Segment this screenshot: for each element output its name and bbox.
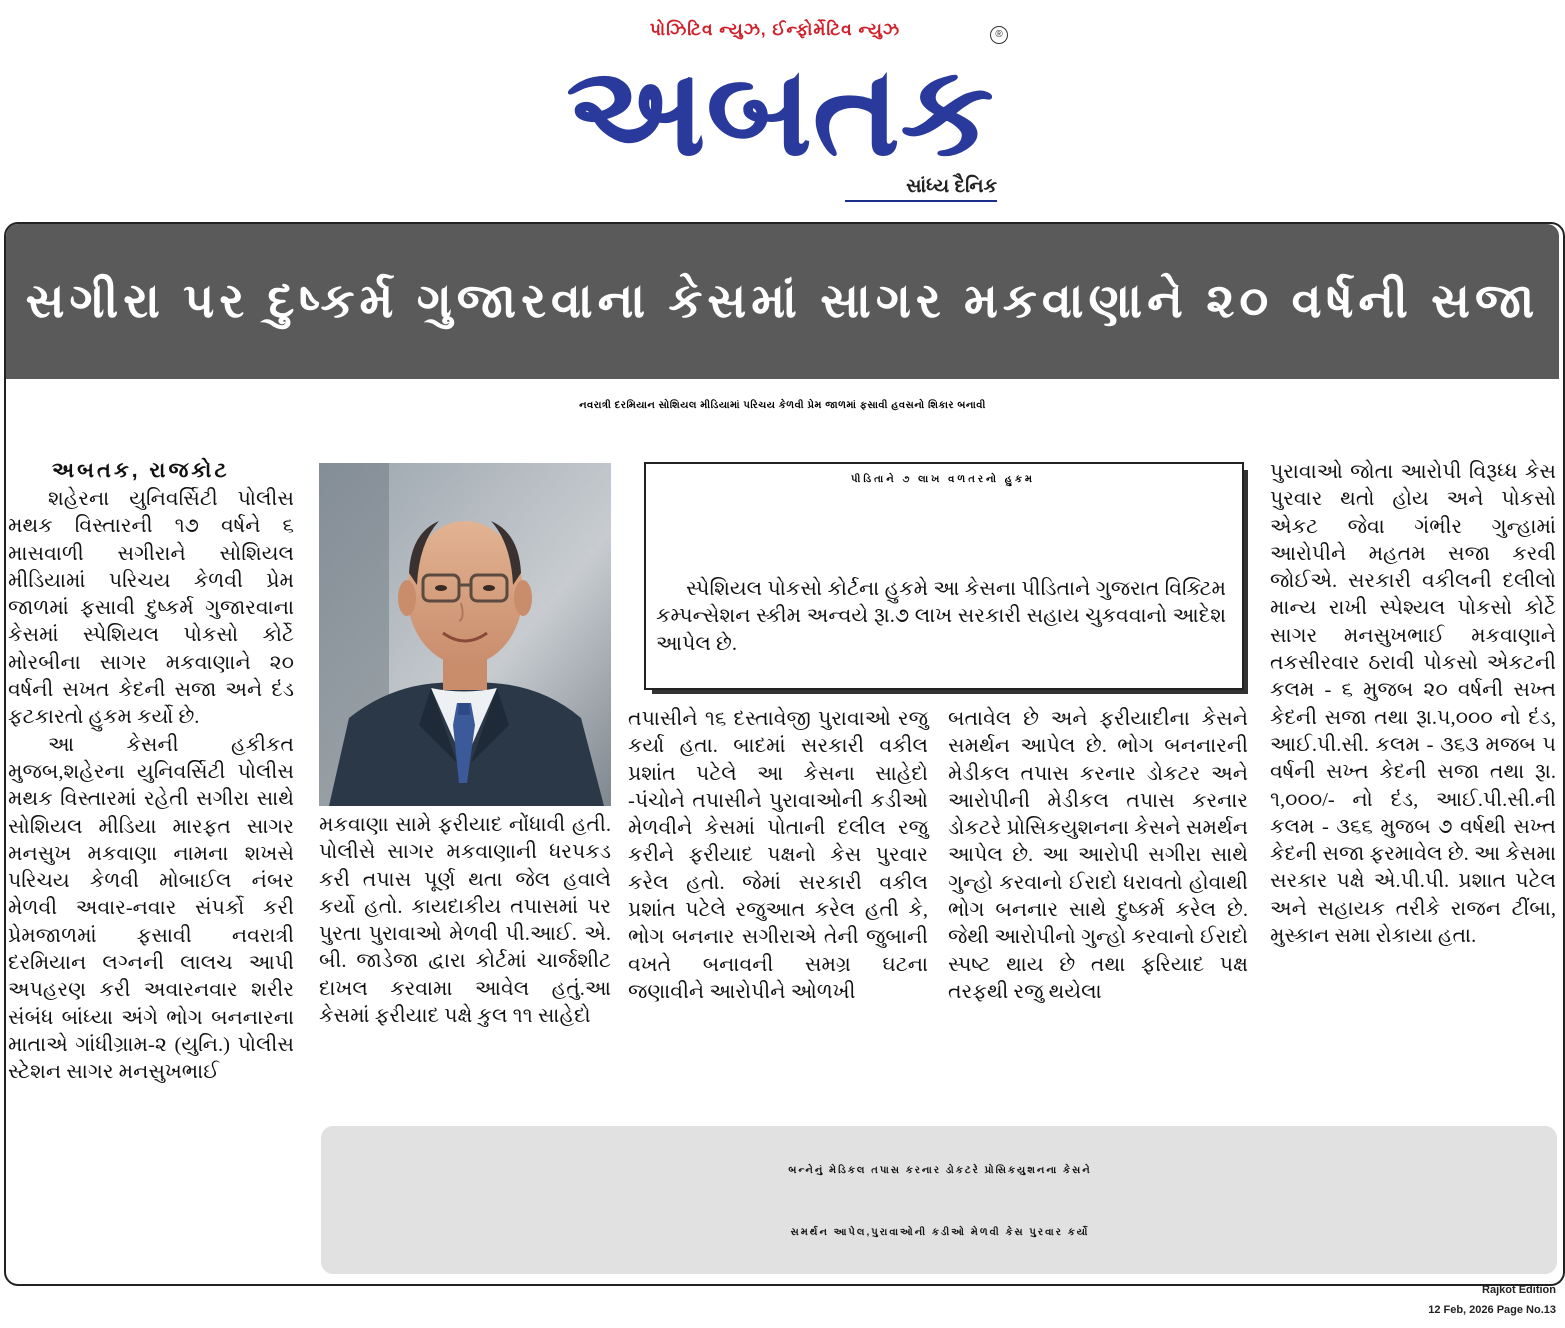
masthead-edition-label: સાંધ્ય દૈનિક	[845, 176, 997, 202]
pull-quote-line-1: બન્નેનું મેડિકલ તપાસ કરનાર ડોકટરે પ્રોસિકયુશનના કેસને	[788, 1165, 1092, 1176]
article-paragraph: શહેરના યુનિવર્સિટી પોલીસ મથક વિસ્તારની ૧૭ વર્ષને ૬ માસવાળી સગીરાને સોશિયલ મીડિયામાં પરિચય કેળવી પ્રેમ જાળમાં ફસાવી દુષ્કર્મ ગુજારવાના કેસમાં સ્પેશિયલ પોકસો કોર્ટે મોરબીના સાગર મકવાણાને ૨૦ વર્ષની સખત કેદની સજા અને દંડ ફટકારતો હુકમ કર્યો છે.	[8, 488, 294, 729]
newspaper-logo[interactable]	[560, 44, 1000, 172]
article-subheadline: નવરાત્રી દરમિયાન સોશિયલ મીડિયામાં પરિચય કેળવી પ્રેમ જાળમાં ફસાવી હવસનો શિકાર બનાવી	[579, 400, 986, 411]
article-column-1	[8, 486, 294, 1087]
masthead-tagline: પોઝિટિવ ન્યુઝ, ઈન્ફોર્મેટિવ ન્યુઝ	[649, 20, 901, 39]
article-column-5: પુરાવાઓ જોતા આરોપી વિરૂધ્ધ કેસ પુરવાર થતો હોય અને પોકસો એકટ જેવા ગંભીર ગુન્હામાં આરોપીને મહતમ સજા કરવી જોઈએ. સરકારી વકીલની દલીલો માન્ય રાખી સ્પેશ્યલ પોકસો કોર્ટે સાગર મનસુખભાઈ મકવાણાને તકસીરવાર ઠરાવી પોકસો એકટની કલમ - ૬ મુજબ ૨૦ વર્ષની સખ્ત કેદની સજા તથા રૂા.૫,૦૦૦ નો દંડ, આઈ.પી.સી. કલમ - ૩૬૩ મજબ ૫ વર્ષની સખ્ત કેદની સજા તથા રૂા. ૧,૦૦૦/- નો દંડ, આઈ.પી.સી.ની કલમ - ૩૬૬ મુજબ ૭ વર્ષથી સખ્ત કેદની સજા ફરમાવેલ છે. આ કેસમા સરકાર પક્ષે એ.પી.પી. પ્રશાત પટેલ અને સહાયક તરીકે રાજન ટીંબા, મુસ્કાન સમા રોકાયા હતા.	[1270, 461, 1556, 948]
box-text: સ્પેશિયલ પોકસો કોર્ટના હુકમે આ કેસના પીડિતાને ગુજરાત વિક્ટિમ કમ્પન્સેશન સ્કીમ અન્વયે રૂા.૭ લાખ સરકારી સહાય ચુકવવાનો આદેશ આપેલ છે.	[656, 578, 1226, 655]
article-column-3: તપાસીને ૧૬ દસ્તાવેજી પુરાવાઓ રજુ કર્યા હતા. બાદમાં સરકારી વકીલ પ્રશાંત પટેલે આ કેસના સાહેદો -પંચોને તપાસીને પુરાવાઓની કડીઓ મેળવીને કેસમાં પોતાની દલીલ રજુ કરીને ફરીયાદ પક્ષનો કેસ પુરવાર કરેલ હતો. જેમાં સરકારી વકીલ પ્રશાંત પટેલે રજુઆત કરેલ હતી કે, ભોગ બનનાર સગીરાએ તેની જુબાની વખતે બનાવની સમગ્ર ઘટના જણાવીને આરોપીને ઓળખી	[628, 708, 928, 1003]
article-column-2: મકવાણા સામે ફરીયાદ નોંધાવી હતી. પોલીસે સાગર મકવાણાની ધરપકડ કરી તપાસ પૂર્ણ થતા જેલ હવાલે કર્યો હતો. કાયદાકીય તપાસમાં પર પુરતા પુરાવાઓ મેળવી પી.આઈ. એ. બી. જાડેજા દ્વારા કોર્ટમાં ચાર્જશીટ દાખલ કરવામા આવેલ હતું.આ કેસમાં ફરીયાદ પક્ષે કુલ ૧૧ સાહેદો	[319, 814, 611, 1028]
registered-mark-icon: ®	[990, 26, 1008, 44]
logo-wordmark: અબતક	[566, 44, 994, 172]
portrait-photo	[319, 463, 611, 806]
edition-name: Rajkot Edition	[1482, 1284, 1556, 1296]
pull-quote	[330, 1140, 1550, 1264]
headline-bar	[6, 224, 1559, 379]
box-title: પીડિતાને ૭ લાખ વળતરનો હુકમ	[851, 474, 1035, 485]
article-column-4: બતાવેલ છે અને ફરીયાદીના કેસને સમર્થન આપેલ છે. ભોગ બનનારની મેડીકલ તપાસ કરનાર ડોકટર અને આરોપીની મેડીકલ તપાસ કરનાર ડોકટરે પ્રોસિકયુશનના કેસને સમર્થન આપેલ છે. આ આરોપી સગીરા સાથે ગુન્હો કરવાનો ઈરાદો ધરાવતો હોવાથી ભોગ બનનાર સાથે દુષ્કર્મ કરેલ છે. જેથી આરોપીનો ગુન્હો કરવાનો ઈરાદો સ્પષ્ટ થાય છે તથા ફરિયાદ પક્ષ તરફથી રજુ થયેલા	[948, 708, 1248, 1003]
date-page-info: 12 Feb, 2026 Page No.13	[1428, 1304, 1556, 1316]
article-paragraph: આ કેસની હકીકત મુજબ,શહેરના યુનિવર્સિટી પોલીસ મથક વિસ્તારમાં રહેતી સગીરા સાથે સોશિયલ મીડિયા મારફત સાગર મનસુખ મકવાણા નામના શખસે પરિચય કેળવી મોબાઈલ નંબર મેળવી અવાર-નવાર સંપર્કો કરી પ્રેમજાળમાં ફસાવી નવરાત્રી દરમિયાન લગ્નની લાલચ આપી અપહરણ કરી અવારનવાર શરીર સંબંધ બાંધ્યા અંગે ભોગ બનનારના માતાએ ગાંધીગ્રામ-૨ (યુનિ.) પોલીસ સ્ટેશન સાગર મનસુખભાઈ	[8, 733, 294, 1084]
article-headline: સગીરા પર દુષ્કર્મ ગુજારવાના કેસમાં સાગર મકવાણાને ૨૦ વર્ષની સજા	[25, 274, 1540, 328]
pull-quote-line-2: સમર્થન આપેલ,પુરાવાઓની કડીઓ મેળવી કેસ પુરવાર કર્યો	[790, 1227, 1090, 1238]
dateline: અબતક, રાજકોટ	[52, 459, 230, 482]
